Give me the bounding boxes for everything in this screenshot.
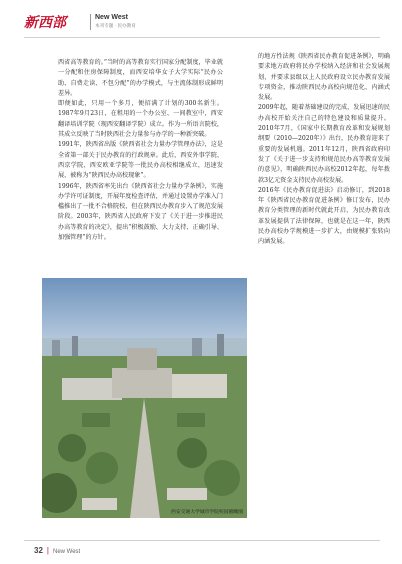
page-footer [34,546,80,555]
masthead-info [90,14,136,30]
footer-separator: | [46,546,49,555]
magazine-name: New West [52,549,81,555]
paragraph: 西省高等教育的。”当时的高等教育实行国家分配制度，毕业就一分配和住房保障制度，而西安培华女子大学实际“民办公助、自费走读、不包分配”的办学模式，与主流体制形成鲜明差异。 [58,59,223,97]
campus-aerial-photo [42,278,247,518]
masthead-subtitle: 本刊专题 · 民办教育 [95,23,136,28]
paragraph: 2009年起，随着基础建设的完成，发展迅速的民办高校开始关注自己的特色建设和质量提升。2010年7月，《国家中长期教育改革和发展规划纲要（2010—2020年）》出台，民办教育迎来了重要的发展机遇。2011年12月，陕西省政府印发了《关于进一步支持和规范民办高等教育发展的意见》，明确陕西民办高校2012年起，每年拨款3亿元资金支持民办高校发展。 [258,104,390,184]
footer-divider [24,540,380,541]
right-text-column [258,52,390,522]
paragraph: 的地方性法规《陕西省民办教育促进条例》，明确要求地方政府将民办学校纳入经济和社会发展规划，并要求县级以上人民政府设立民办教育发展专项资金，推动陕西民办高校向规范化、内涵式发展。 [258,53,390,102]
magazine-logo: 新西部 [24,15,66,31]
masthead-english-title: New West [95,14,128,21]
campus-illustration [42,278,247,518]
masthead [24,12,224,34]
photo-caption: 西安交通大学城市学院校园俯瞰图 [171,510,243,515]
paragraph: 即便如此，只用一个多月，便招满了计划的300名新生。1987年9月23日，在租用的一个办公室、一间教室中，西安翻译培训学院（现西安翻译学院）成立。作为一所语言院校，其成立反映了当时陕西社会力量参与办学的一种新突破。 [58,100,223,139]
page-number: 32 [34,546,43,555]
header-divider [24,37,380,38]
left-text-column [58,58,223,270]
paragraph: 1996年，陕西省率先出台《陕西省社会力量办学条例》，实施办学许可证制度，开展年度检查评估，并通过设置办学准入门槛推出了一批不合格院校，但在陕西民办教育步入了规范发展阶段。2003年，陕西省人民政府下发了《关于进一步推进民办高等教育的决定》，提出“积极鼓励、大力支持、正确引导、加强管理”的方针。 [58,182,223,242]
paragraph: 2016年《民办教育促进法》启动修订，到2018年《陕西省民办教育促进条例》修订发布，民办教育分类管理的新时代就此开启，为民办教育改革发展提供了法律保障，也就是在这一年，陕西民办高校办学规模进一步扩大，由规模扩张转向内涵发展。 [258,186,390,246]
paragraph: 1991年，陕西省出版《陕西省社会力量办学管理办法》，这是全省第一部关于民办教育的行政规章。此后，西安外事学院、西京学院、西安欧亚学院等一批民办高校相继成立，迅速发展，被称为“陕西民办高校现象”。 [58,141,223,180]
